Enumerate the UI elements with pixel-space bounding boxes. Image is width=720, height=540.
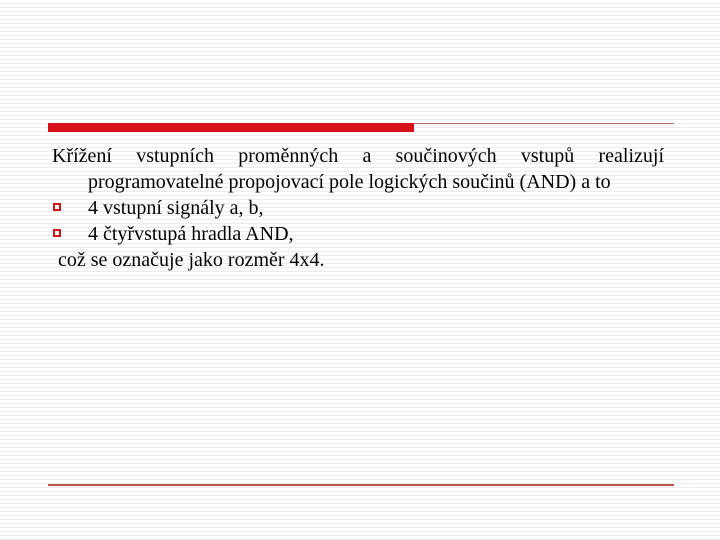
- paragraph-continuation: programovatelné propojovací pole logických součinů (AND) a to: [88, 171, 611, 193]
- closing-line: což se označuje jako rozměr 4x4.: [58, 249, 325, 271]
- title-divider: [48, 123, 674, 132]
- footer-divider: [48, 484, 674, 486]
- bullet-text: 4 čtyřvstupá hradla AND,: [88, 223, 294, 245]
- bullet-item: [52, 195, 664, 221]
- hollow-square-bullet-icon: [53, 229, 61, 237]
- slide-body: [52, 143, 664, 273]
- bullet-item: [52, 221, 664, 247]
- hollow-square-bullet-icon: [53, 203, 61, 211]
- accent-bar: [48, 123, 414, 132]
- bullet-text: 4 vstupní signály a, b,: [88, 197, 264, 219]
- divider-line: [414, 123, 674, 124]
- paragraph-first-line: Křížení vstupních proměnných a součinových vstupů realizují: [52, 145, 664, 167]
